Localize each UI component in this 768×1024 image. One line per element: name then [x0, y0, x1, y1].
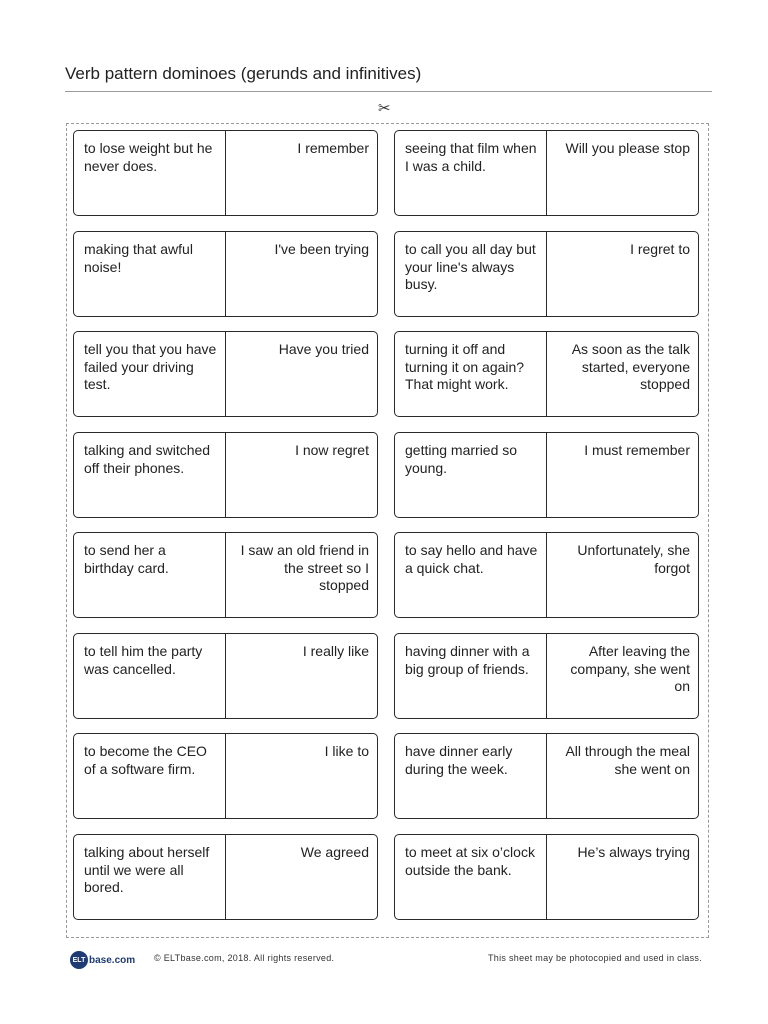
domino-card [394, 532, 699, 618]
domino-left-text: to become the CEO of a software firm. [74, 734, 226, 818]
domino-card [394, 633, 699, 719]
domino-left-text: to send her a birthday card. [74, 533, 226, 617]
title-rule [65, 91, 712, 92]
domino-card [73, 432, 378, 518]
domino-left-text: having dinner with a big group of friends. [395, 634, 547, 718]
footer-copyright: © ELTbase.com, 2018. All rights reserved. [154, 953, 335, 963]
domino-right-text: I've been trying [274, 241, 369, 257]
domino-card [73, 633, 378, 719]
domino-right-text: Will you please stop [565, 140, 690, 156]
domino-card [394, 834, 699, 920]
domino-left-text: turning it off and turning it on again? That might work. [395, 332, 547, 416]
domino-right-text: All through the meal she went on [565, 743, 690, 777]
domino-left-text: to meet at six o’clock outside the bank. [395, 835, 547, 919]
domino-right-text: As soon as the talk started, everyone stopped [571, 341, 690, 392]
domino-right-text: Have you tried [278, 341, 369, 357]
domino-card [73, 231, 378, 317]
scissors-icon: ✂ [378, 100, 391, 117]
domino-card [394, 733, 699, 819]
domino-left-text: talking about herself until we were all bored. [74, 835, 226, 919]
domino-card [73, 130, 378, 216]
domino-right-text: I really like [302, 643, 369, 659]
domino-card [394, 331, 699, 417]
domino-card [73, 331, 378, 417]
domino-right-text: I like to [324, 743, 369, 759]
domino-card [73, 733, 378, 819]
eltbase-logo-badge: ELT [70, 951, 88, 969]
domino-left-text: talking and switched off their phones. [74, 433, 226, 517]
domino-left-text: to call you all day but your line's always busy. [395, 232, 547, 316]
domino-card [394, 432, 699, 518]
domino-right-text: I now regret [295, 442, 369, 458]
footer-note: This sheet may be photocopied and used in class. [487, 953, 702, 963]
domino-left-text: getting married so young. [395, 433, 547, 517]
domino-card [394, 130, 699, 216]
domino-left-text: to lose weight but he never does. [74, 131, 226, 215]
domino-right-text: I saw an old friend in the street so I stopped [240, 542, 369, 593]
domino-left-text: to say hello and have a quick chat. [395, 533, 547, 617]
domino-right-text: Unfortunately, she forgot [577, 542, 690, 576]
domino-right-text: After leaving the company, she went on [570, 643, 690, 694]
domino-left-text: making that awful noise! [74, 232, 226, 316]
domino-left-text: seeing that film when I was a child. [395, 131, 547, 215]
domino-right-text: We agreed [300, 844, 369, 860]
page-title: Verb pattern dominoes (gerunds and infinitives) [65, 64, 422, 83]
domino-right-text: I remember [297, 140, 369, 156]
domino-left-text: to tell him the party was cancelled. [74, 634, 226, 718]
domino-left-text: tell you that you have failed your driving test. [74, 332, 226, 416]
footer-logo [70, 951, 135, 969]
domino-card [394, 231, 699, 317]
domino-card [73, 532, 378, 618]
domino-right-text: I regret to [630, 241, 690, 257]
domino-right-text: I must remember [584, 442, 690, 458]
eltbase-logo-text: base.com [89, 954, 136, 966]
domino-card [73, 834, 378, 920]
domino-left-text: have dinner early during the week. [395, 734, 547, 818]
domino-right-text: He’s always trying [577, 844, 690, 860]
